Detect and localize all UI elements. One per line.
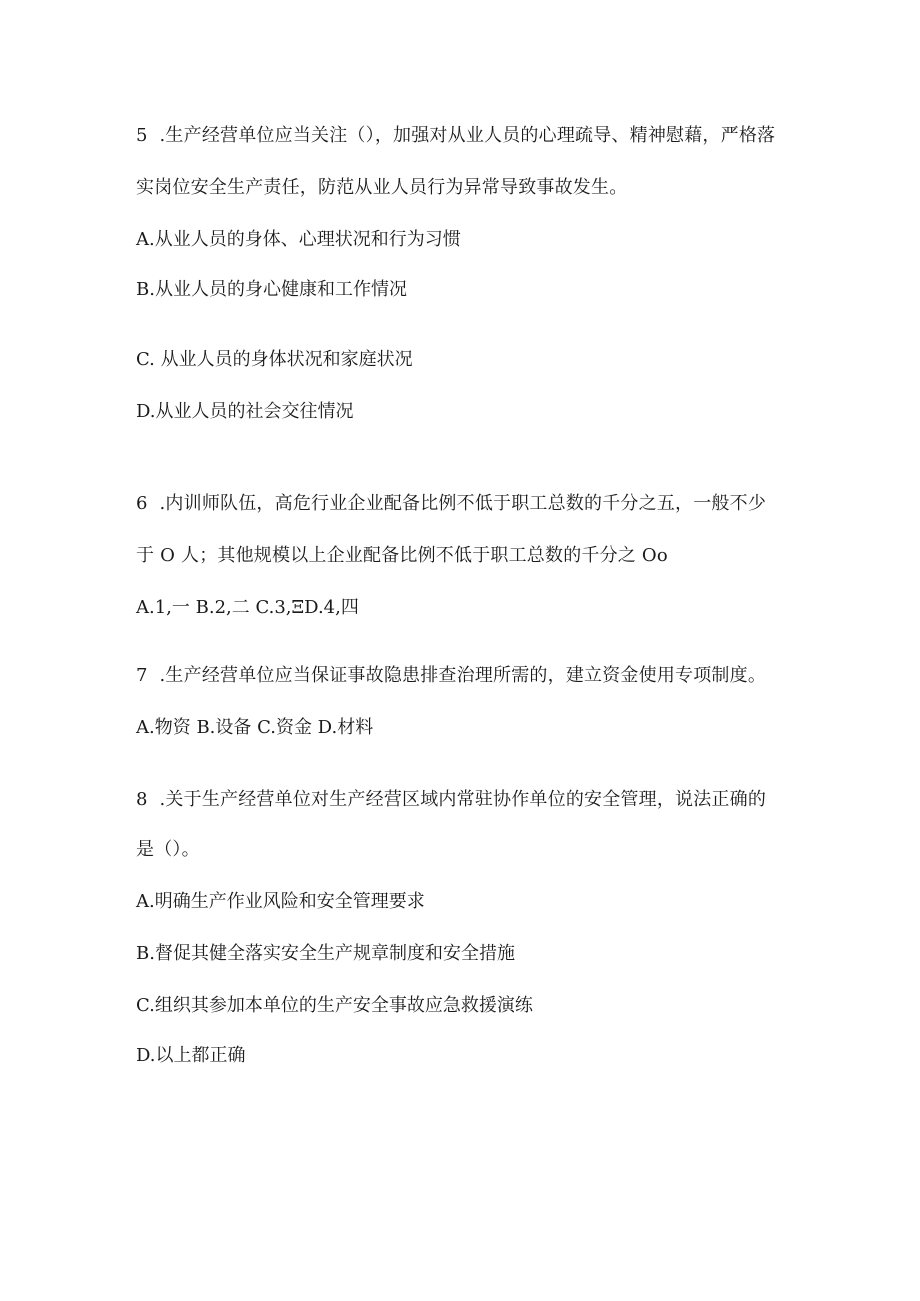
question-5-line-2: 实岗位安全生产责任，防范从业人员行为异常导致事故发生。 [136,177,628,198]
question-8-option-a: A.明确生产作业风险和安全管理要求 [136,891,425,912]
question-6-line-1: 6 .内训师队伍，高危行业企业配备比例不低于职工总数的千分之五，一般不少 [136,493,767,514]
question-8-option-c: C.组织其参加本单位的生产安全事故应急救援演练 [136,995,533,1016]
question-5-option-d: D.从业人员的社会交往情况 [136,401,354,422]
question-7-line-1: 7 .生产经营单位应当保证事故隐患排查治理所需的，建立资金使用专项制度。 [136,665,767,686]
question-5-option-a: A.从业人员的身体、心理状况和行为习惯 [136,229,461,250]
question-6-line-2: 于 O 人；其他规模以上企业配备比例不低于职工总数的千分之 Oo [136,545,668,566]
question-8-option-d: D.以上都正确 [136,1045,246,1066]
question-5-option-b: B.从业人员的身心健康和工作情况 [136,279,407,300]
question-6-options: A.1,一 B.2,二 C.3,ΞD.4,四 [136,597,359,618]
question-5-line-1: 5 .生产经营单位应当关注（），加强对从业人员的心理疏导、精神慰藉，严格落 [136,125,776,146]
question-8-option-b: B.督促其健全落实安全生产规章制度和安全措施 [136,943,515,964]
question-8-line-1: 8 .关于生产经营单位对生产经营区域内常驻协作单位的安全管理，说法正确的 [136,789,767,810]
question-8-line-2: 是（）。 [136,839,200,860]
question-5-option-c: C. 从业人员的身体状况和家庭状况 [136,349,413,370]
question-7-options: A.物资 B.设备 C.资金 D.材料 [136,717,374,738]
